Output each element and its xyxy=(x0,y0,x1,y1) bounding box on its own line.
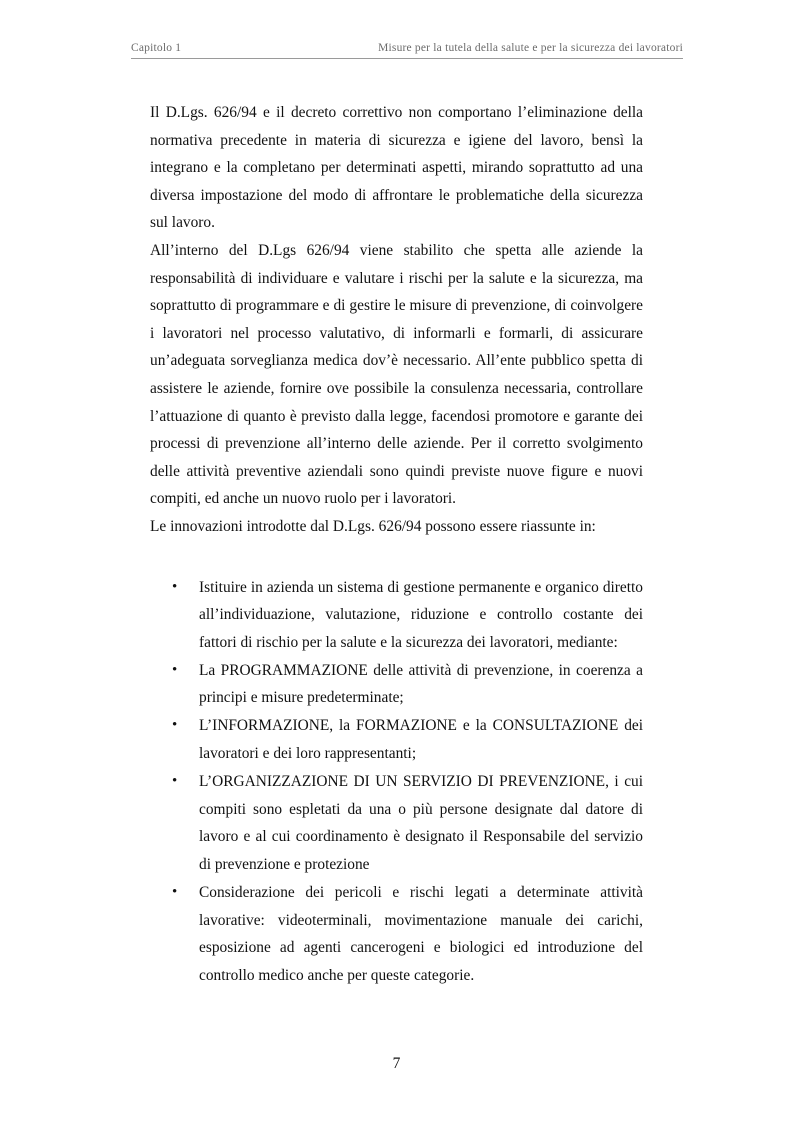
paragraph: Il D.Lgs. 626/94 e il decreto correttivo non comportano l’eliminazione della normativa precedente in materia di sicurezza e igiene del lavoro, bensì la integrano e la completano per determinati aspetti, mirando soprattutto ad una diversa impostazione del modo di affrontare le problematiche della sicurezza sul lavoro. xyxy=(150,104,643,232)
list-item-text: Considerazione dei pericoli e rischi legati a determinate attività lavorative: videoterminali, movimentazione manuale dei carichi, esposizione ad agenti cancerogeni e biologici ed introduzione del controllo medico anche per queste categorie. xyxy=(199,884,643,984)
paragraph: All’interno del D.Lgs 626/94 viene stabilito che spetta alle aziende la responsabilità di individuare e valutare i rischi per la salute e la sicurezza, ma soprattutto di programmare e di gestire le misure di prevenzione, di coinvolgere i lavoratori nel processo valutativo, di informarli e formarli, di assicurare un’adeguata sorveglianza medica dov’è necessario. All’ente pubblico spetta di assistere le aziende, fornire ove possibile la consulenza necessaria, controllare l’attuazione di quanto è previsto dalla legge, facendosi promotore e garante dei processi di prevenzione all’interno delle aziende. Per il corretto svolgimento delle attività preventive aziendali sono quindi previste nuove figure e nuovi compiti, ed anche un nuovo ruolo per i lavoratori. xyxy=(150,241,643,508)
list-intro-paragraph: Le innovazioni introdotte dal D.Lgs. 626/94 possono essere riassunte in: xyxy=(150,517,596,535)
bullet-icon: • xyxy=(172,717,178,734)
header-chapter: Capitolo 1 xyxy=(131,42,182,54)
running-header xyxy=(131,40,683,59)
bullet-icon: • xyxy=(172,884,178,901)
list-item xyxy=(150,768,643,878)
list-item-text: L’ORGANIZZAZIONE DI UN SERVIZIO DI PREVENZIONE, i cui compiti sono espletati da una o più persone designate dal datore di lavoro e al cui coordinamento è designato il Responsabile del servizio di prevenzione e protezione xyxy=(199,773,643,873)
page-number: 7 xyxy=(392,1055,401,1072)
list-item-text: Istituire in azienda un sistema di gestione permanente e organico diretto all’individuazione, valutazione, riduzione e controllo costante dei fattori di rischio per la salute e la sicurezza dei lavoratori, mediante: xyxy=(199,578,643,651)
bullet-icon: • xyxy=(172,578,178,595)
header-title: Misure per la tutela della salute e per la sicurezza dei lavoratori xyxy=(378,42,683,54)
list-item-text: La PROGRAMMAZIONE delle attività di prevenzione, in coerenza a principi e misure predeterminate; xyxy=(199,661,643,707)
bullet-icon: • xyxy=(172,661,178,678)
list-item xyxy=(150,712,643,767)
innovations-list xyxy=(150,574,643,990)
list-item xyxy=(150,574,643,657)
list-item-text: L’INFORMAZIONE, la FORMAZIONE e la CONSULTAZIONE dei lavoratori e dei loro rappresentanti; xyxy=(199,717,643,763)
bullet-icon: • xyxy=(172,773,178,790)
list-item xyxy=(150,657,643,712)
body-text xyxy=(150,99,643,990)
list-item xyxy=(150,879,643,989)
